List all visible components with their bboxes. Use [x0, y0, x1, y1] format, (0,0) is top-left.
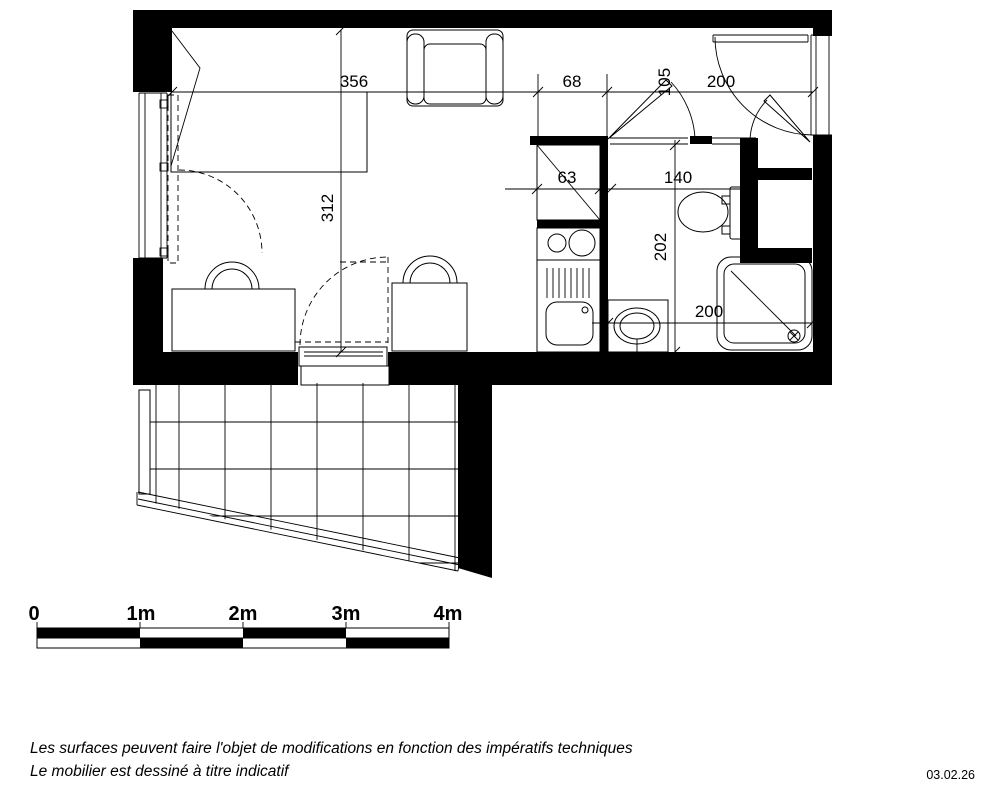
- armchair-armrest-right: [486, 34, 503, 104]
- dim-200-shower-label: 200: [694, 302, 724, 321]
- dim-312-label: 312: [318, 193, 337, 223]
- bathroom-door-swing-arc: [671, 82, 695, 138]
- armchair-seat: [424, 44, 486, 104]
- scale-label-4m: 4m: [433, 603, 463, 625]
- shower: [717, 257, 812, 350]
- wall-left-upper: [133, 10, 172, 92]
- balcony-railing: [137, 492, 460, 571]
- duct-wall-top: [758, 168, 812, 180]
- duct-door-swing-arc: [750, 100, 767, 142]
- chair-left: [205, 262, 259, 289]
- kitchen-sink-drain: [582, 307, 588, 313]
- kitchen-sink: [546, 302, 593, 345]
- wall-post-entry: [690, 136, 712, 144]
- scale-label-2m: 2m: [228, 603, 258, 625]
- note-line-2: Le mobilier est dessiné à titre indicatif: [30, 763, 289, 780]
- scale-bar: [28, 603, 462, 648]
- toilet-bowl: [678, 192, 728, 232]
- cooktop-burner-small: [548, 234, 566, 252]
- wall-kitchen-top: [530, 136, 603, 145]
- dim-105-label: 105: [655, 67, 674, 97]
- wall-bottom-right: [388, 352, 832, 385]
- armchair-armrest-left: [407, 34, 424, 104]
- walls: [133, 10, 832, 578]
- bathroom-door: [608, 80, 695, 144]
- window-open-leaf: [171, 31, 200, 166]
- scale-label-0: 0: [28, 603, 40, 625]
- toilet: [678, 187, 750, 239]
- washbasin: [608, 300, 668, 352]
- window-leaf-dashed: [168, 95, 178, 263]
- dim-200-entry-label: 200: [706, 72, 736, 91]
- dim-68-label: 68: [562, 72, 582, 91]
- duct-wall-left: [740, 138, 758, 263]
- balcony-door-swing-arc: [300, 257, 388, 345]
- desk-left: [172, 289, 295, 351]
- wall-top: [133, 10, 832, 28]
- balcony: [137, 383, 460, 572]
- dimension-labels: [318, 68, 735, 321]
- kitchen-counter-divider: [537, 220, 600, 228]
- balcony-tiles: [140, 383, 459, 572]
- dim-356-label: 356: [339, 72, 369, 91]
- chair-right: [403, 256, 457, 283]
- date-label: 03.02.26: [926, 768, 975, 782]
- scale-label-1m: 1m: [126, 603, 156, 625]
- scale-label-3m: 3m: [331, 603, 361, 625]
- wall-balcony-right: [458, 385, 492, 578]
- balcony-railing-post: [139, 390, 150, 494]
- wall-kitchen-bath-partition: [600, 136, 608, 352]
- balcony-step: [301, 366, 389, 385]
- drainer: [547, 268, 589, 298]
- dim-202-label: 202: [651, 232, 670, 262]
- window-swing-arc: [179, 170, 262, 253]
- note-line-1: Les surfaces peuvent faire l'objet de modifications en fonction des impératifs techniques: [30, 740, 633, 757]
- closet: [713, 35, 808, 42]
- cooktop-burner-large: [569, 230, 595, 256]
- desk-right: [392, 283, 467, 351]
- balcony-door: [295, 257, 389, 385]
- notes: [30, 740, 975, 782]
- duct-access-door: [712, 95, 810, 144]
- dim-140-label: 140: [663, 168, 693, 187]
- duct-wall-bottom: [758, 248, 812, 263]
- dim-63-label: 63: [557, 168, 577, 187]
- wall-bottom-left: [133, 352, 298, 385]
- bed: [171, 92, 367, 172]
- armchair: [407, 30, 503, 106]
